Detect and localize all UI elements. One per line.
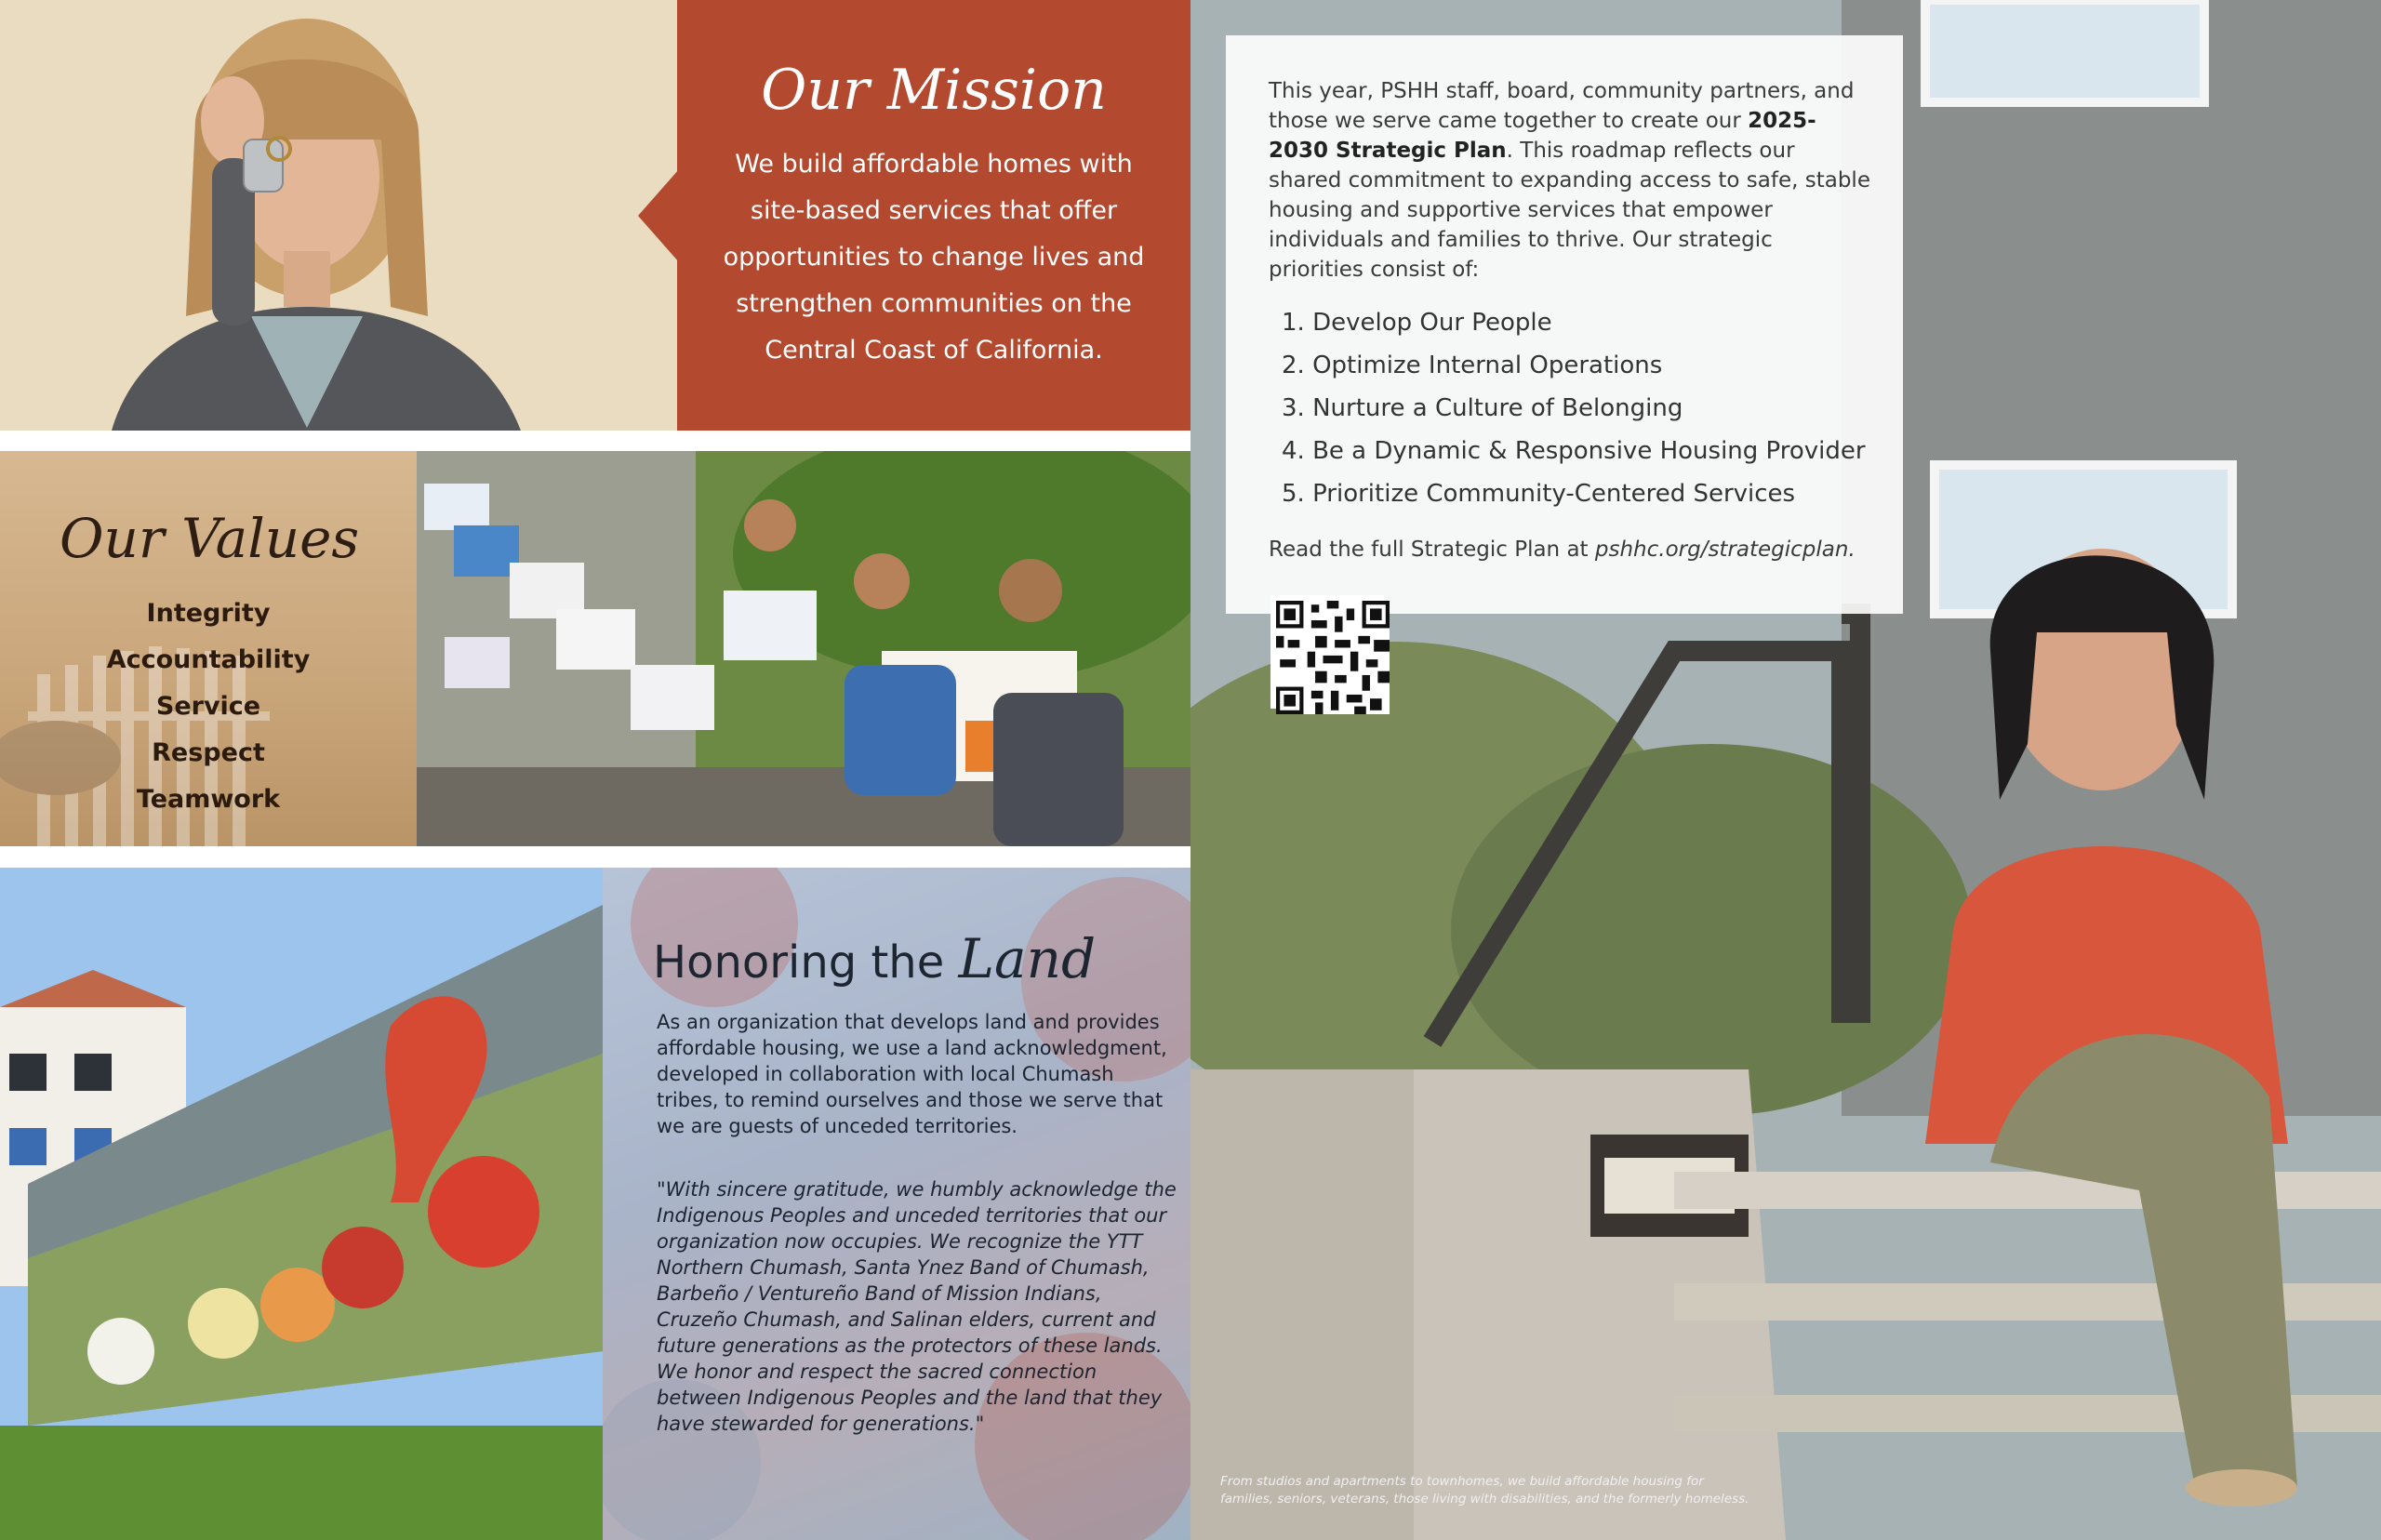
mission-panel <box>677 0 1190 431</box>
priority-item: 3. Nurture a Culture of Belonging <box>1282 394 1683 422</box>
values-panel <box>0 451 417 846</box>
read-full-plan <box>1269 538 1901 562</box>
strategic-priorities-list <box>1282 301 1866 515</box>
land-title-script: Land <box>958 927 1097 990</box>
photo-caption <box>1220 1473 1871 1508</box>
intro-text: This year, PSHH staff, board, community partners, and those we serve came together to create our <box>1269 79 1855 133</box>
strategic-plan-intro <box>1269 76 1873 285</box>
mural-illustration <box>0 868 603 1540</box>
qr-code-graphic <box>1276 601 1390 714</box>
value-item-teamwork: Teamwork <box>136 785 281 814</box>
kids-illustration <box>417 451 1190 846</box>
intro-text-continued: . This roadmap reflects our shared commitment to expanding access to safe, stable housing and supportive services that empower individuals and families to thrive. Our strategic priorities consist of: <box>1269 139 1870 282</box>
mission-text: We build affordable homes with site-based services that offer opportunities to change lives and strengthen communities on the Central Coast of California. <box>723 150 1145 365</box>
strategic-plan-name: 2025-2030 Strategic Plan <box>1269 109 1816 163</box>
strategic-plan-link[interactable]: pshhc.org/strategicplan. <box>1594 538 1856 562</box>
qr-code-icon[interactable] <box>1270 595 1384 709</box>
mission-photo <box>0 0 677 431</box>
land-title-plain: Honoring the <box>653 936 945 989</box>
values-list <box>0 591 417 823</box>
priority-item: 1. Develop Our People <box>1282 309 1552 337</box>
priority-item: 5. Prioritize Community-Centered Services <box>1282 480 1796 508</box>
woman-with-keys-illustration <box>0 0 677 431</box>
priority-item: 2. Optimize Internal Operations <box>1282 352 1663 379</box>
read-full-plan-text: Read the full Strategic Plan at <box>1269 538 1595 562</box>
value-item-accountability: Accountability <box>106 645 311 674</box>
value-item-respect: Respect <box>152 738 265 767</box>
strategic-plan-box <box>1226 35 1903 614</box>
caption-line: From studios and apartments to townhomes, we build affordable housing for <box>1220 1474 1704 1489</box>
kids-with-paintings-photo <box>417 451 1190 846</box>
value-item-integrity: Integrity <box>146 599 271 628</box>
land-panel <box>603 868 1190 1540</box>
mural-photo <box>0 868 603 1540</box>
land-paragraph: As an organization that develops land and provides affordable housing, we use a land acknowledgment, developed in collaboration with local Chumash tribes, to remind ourselves and those we serve that we are guests of unceded territories. <box>657 1011 1167 1137</box>
caption-line: families, seniors, veterans, those living with disabilities, and the formerly homeless. <box>1220 1492 1749 1507</box>
land-title <box>653 927 1096 990</box>
mission-callout-notch <box>638 169 679 262</box>
values-title: Our Values <box>60 507 360 570</box>
value-item-service: Service <box>155 692 261 721</box>
land-acknowledgment: "With sincere gratitude, we humbly acknowledge the Indigenous Peoples and unceded territories that our organization now occupies. We recognize the YTT Northern Chumash, Santa Ynez Band of Chumash, Barbeño / Ventureño Band of Mission Indians, Cruzeño Chumash, and Salinan elders, current and future generations as the protectors of these lands. We honor and respect the sacred connection between Indigenous Peoples and the land that they have stewarded for generations." <box>657 1178 1177 1435</box>
priority-item: 4. Be a Dynamic & Responsive Housing Provider <box>1282 437 1866 465</box>
mission-title: Our Mission <box>761 58 1107 123</box>
